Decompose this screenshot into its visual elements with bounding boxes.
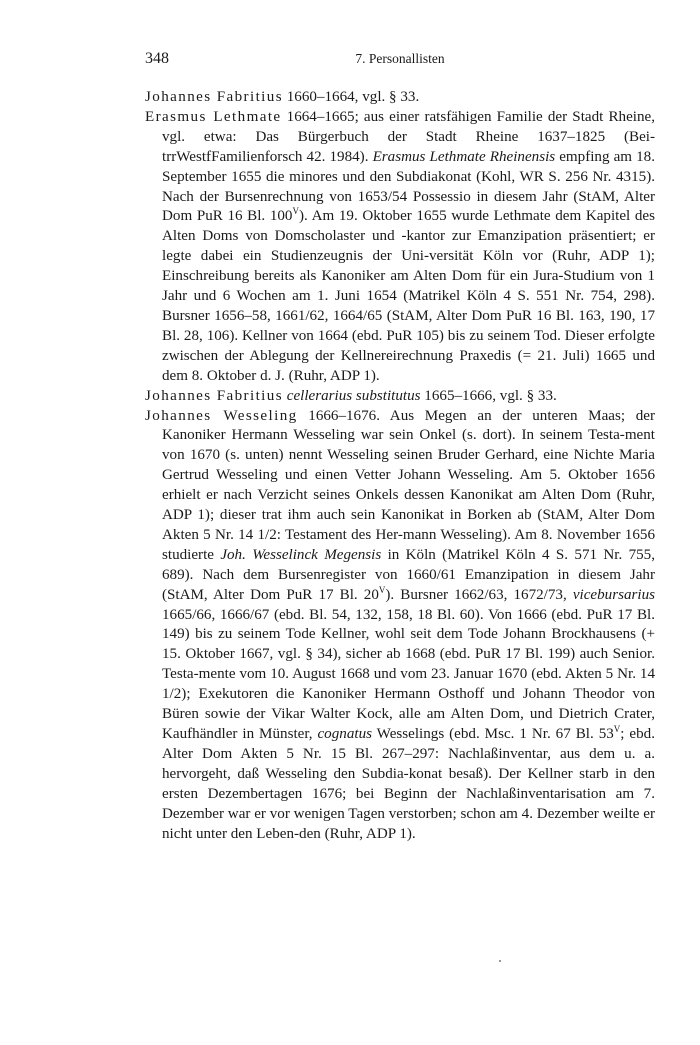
superscript-verso: V (613, 724, 621, 734)
entry-name: Johannes Fabritius (145, 387, 283, 404)
entry-text: 1665/66, 1666/67 (ebd. Bl. 54, 132, 158, 18 Bl. 60). Von 1666 (ebd. PuR 17 Bl. 149) bis zu seinem Tode Kellner, wohl seit dem Tode Johann Brockhausens (+ 15. Oktober 1667, vgl. § 34), sicher ab 1668 (ebd. PuR 17 Bl. 199) auch Senior. Testa-mente vom 10. August 1668 und vom 23. Januar 1670 (ebd. Akten 5 Nr. 14 1/2); Exekutoren die Kanoniker Hermann Osthoff und Johann Theodor von Büren sowie der Vikar Walter Kock, alle am Alten Dom, und Dietrich Crater, Kaufhändler in Münster, (162, 606, 655, 742)
entry-text: 1666–1676. Aus Megen an der unteren Maas; der Kanoniker Hermann Wesseling war sein Onkel (s. dort). In seinem Testa-ment von 1670 (s. unten) nennt Wesseling seinen Bruder Gerhard, eine Nichte Maria Gertrud Wesseling und einen Vetter Johann Wesseling. Am 5. Oktober 1656 erhielt er nach Verzicht seines Onkels dessen Kanonikat am Alten Dom (Ruhr, ADP 1); dieser trat ihm auch sein Kanonikat in Borken ab (StAM, Alter Dom Akten 5 Nr. 14 1/2: Testament des Her-mann Wesseling). Am 8. November 1656 studierte (162, 407, 655, 563)
running-head (145, 50, 655, 72)
entry-fabritius-1 (145, 88, 655, 108)
entry-text: ). Bursner 1662/63, 1672/73, (385, 586, 573, 603)
entry-text: Wesselings (ebd. Msc. 1 Nr. 67 Bl. 53 (372, 726, 614, 742)
entry-text: 1660–1664, vgl. § 33. (282, 89, 420, 105)
entry-text: 1665–1666, vgl. § 33. (420, 387, 557, 404)
entry-name: Erasmus Lethmate (145, 108, 282, 125)
entry-list (145, 88, 655, 844)
page-number: 348 (145, 50, 169, 67)
entry-italic: cognatus (317, 726, 372, 742)
entry-italic: Erasmus Lethmate Rheinensis (372, 148, 556, 165)
superscript-verso: V (292, 206, 299, 217)
entry-text: in Köln (Matrikel Köln 4 S. 571 Nr. 755, 689). Nach dem Bursenregister von 1660/61 Emanzipation in diesem Jahr (StAM, Alter Dom PuR 17 Bl. 20 (162, 546, 655, 603)
entry-name: Johannes Fabritius (145, 89, 283, 105)
entry-wesseling (145, 407, 655, 845)
entry-italic: vicebursarius (572, 586, 655, 603)
print-speck (499, 960, 501, 962)
entry-text: 1664–1665; aus einer ratsfähigen Familie der Stadt Rheine, vgl. etwa: Das Bürgerbuch der Stadt Rheine 1637–1825 (Bei-trrWestfFamilienforsch 42. 1984). (162, 108, 655, 165)
entry-text: empfing am 18. September 1655 die minores und den Subdiakonat (Kohl, WR S. 256 Nr. 4315). Nach der Bursenrechnung von 1653/54 Possessio in diesem Jahr (StAM, Alter Dom PuR 16 Bl. 100 (162, 148, 655, 225)
entry-fabritius-2 (145, 387, 655, 407)
entry-name: Johannes Wesseling (145, 407, 298, 424)
entry-italic: cellerarius substitutus (286, 387, 421, 404)
entry-text: ). Am 19. Oktober 1655 wurde Lethmate dem Kapitel des Alten Doms von Domscholaster und -kantor zur Emanzipation präsentiert; er legte dabei ein Studienzeugnis der Uni-versität Köln vor (Ruhr, ADP 1); Einschreibung bereits als Kanoniker am Alten Dom für ein Jura-Studium von 1 Jahr und 6 Wochen am 1. Juni 1654 (Matrikel Köln 4 S. 551 Nr. 754, 298). Bursner 1656–58, 1661/62, 1664/65 (StAM, Alter Dom PuR 16 Bl. 163, 190, 17 Bl. 28, 106). Kellner von 1664 (ebd. PuR 105) bis zu seinem Tod. Dieser erfolgte zwischen der Ablegung der Kellnereirechnung Praxedis (= 21. Juli) 1665 und dem 8. Oktober d. J. (Ruhr, ADP 1). (162, 208, 656, 384)
entry-lethmate (145, 108, 656, 387)
entry-text: ; ebd. Alter Dom Akten 5 Nr. 15 Bl. 267–297: Nachlaßinventar, aus dem u. a. hervorgeht, daß Wesseling den Subdia-konat besaß). Der Kellner starb in den ersten Dezembertagen 1676; bei Beginn der Nachlaßinventarisation am 7. Dezember war er vor wenigen Tagen verstorben; schon am 4. Dezember weilte er nicht unter den Leben-den (Ruhr, ADP 1). (162, 726, 655, 842)
superscript-verso: V (378, 584, 386, 595)
entry-italic: Joh. Wesselinck Megensis (220, 546, 382, 563)
running-title: 7. Personallisten (355, 51, 445, 66)
